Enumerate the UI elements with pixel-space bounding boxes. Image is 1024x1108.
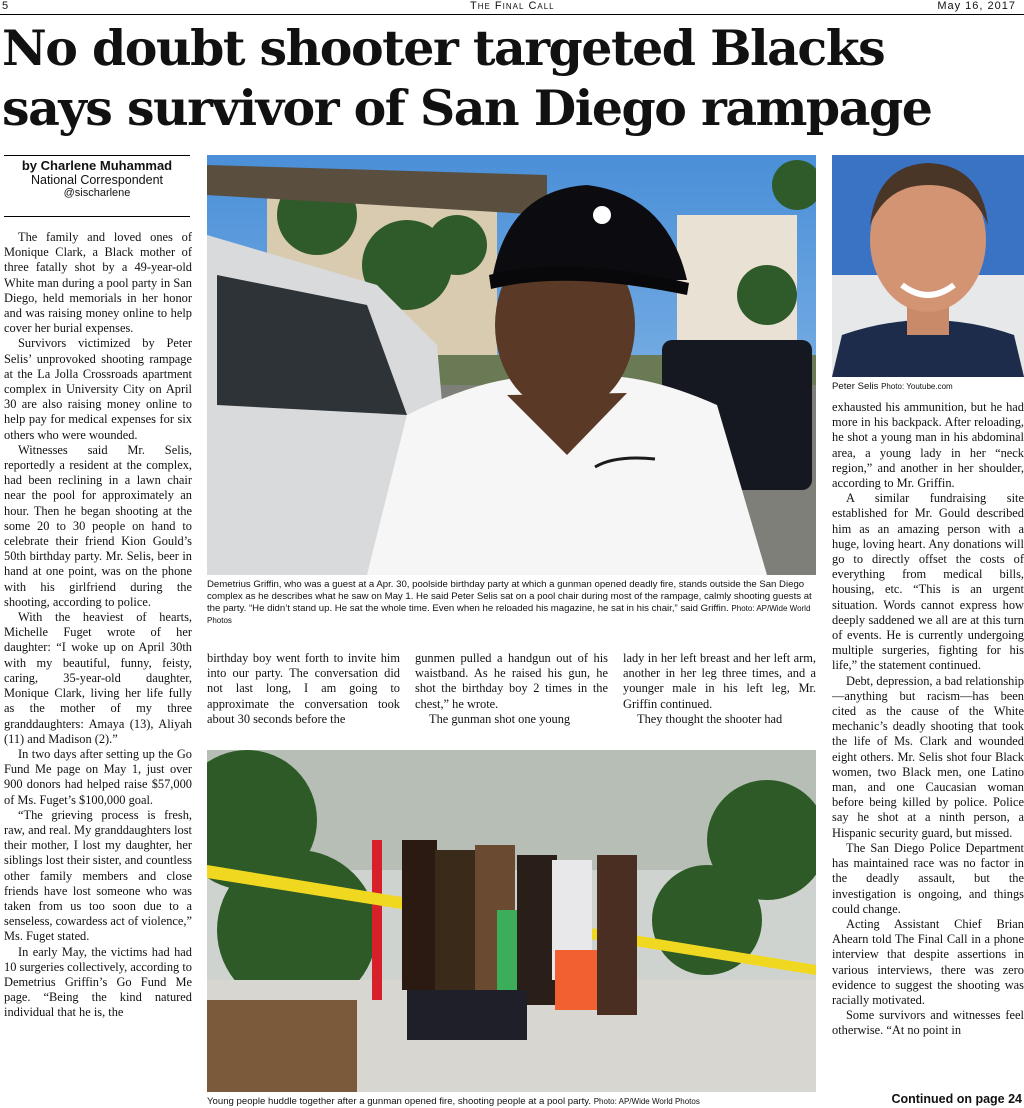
paragraph: exhausted his ammunition, but he had more in his backpack. After reloading, he shot a young man in his abdominal area, a young lady in her “neck region,” and another in her shoulder, according to Mr. Griffin. [832,400,1024,491]
paragraph: Witnesses said Mr. Selis, reportedly a resident at the complex, had been reclining in a lawn chair near the pool for approximately an hour. Then he began shooting at the some 20 to 30 people on hand to celebrate their friend Kion Gould’s 50th birthday party. Mr. Selis, beer in hand at one point, was on the phone with his girlfriend during the shooting, according to police. [4,442,192,609]
paragraph: birthday boy went forth to invite him into our party. The conversation did not last long, I am going to approximate the conversation took about 30 seconds before the [207,651,400,726]
publication-name: The Final Call [470,0,555,12]
caption-text: Young people huddle together after a gunman opened fire, shooting people at a pool party. [207,1096,592,1107]
byline-bottom-rule [4,216,190,217]
paragraph: Debt, depression, a bad relationship—anything but racism—has been cited as the cause of the White mechanic’s deadly shooting that took the life of Ms. Clark and wounded eight others. Mr. Selis shot four Black women, two Black men, one Latino man, and one Caucasian woman before being killed by police. Police say he shot at a ninth person, a Hispanic security guard, but missed. [832,673,1024,840]
photo-peter-selis [832,155,1024,377]
paragraph: The San Diego Police Department has maintained race was no factor in the deadly assault, but the investigation is ongoing, and things could change. [832,840,1024,916]
caption-name: Peter Selis [832,381,879,392]
author-handle: @sischarlene [63,187,131,199]
page-number: 5 [2,0,10,12]
paragraph: With the heaviest of hearts, Michelle Fuget wrote of her daughter: “I woke up on April 30th with my beautiful, funny, feisty, caring, 35-year-old daughter, Monique Clark, living her life fully as the mother of my three granddaughters: Amaya (13), Aliyah (11) and Madison (2).” [4,610,192,746]
paragraph: A similar fundraising site established for Mr. Gould described him as an amazing person with a huge, loving heart. Any donations will go to directly offset the costs of everything from medical bills, housing, etc. “This is an urgent situation. Words cannot express how deeply saddened we all are at this turn of events. He is currently undergoing multiple surgeries, fighting for his life,” the statement continued. [832,491,1024,673]
headline [2,18,1022,138]
photo-credit: Photo: AP/Wide World Photos [207,604,811,625]
paragraph: Survivors victimized by Peter Selis’ unprovoked shooting rampage at the La Jolla Crossroads apartment complex in University City on April 30 are also raising money online to help pay for medical expenses for six others who were wounded. [4,336,192,442]
continued-on-page[interactable]: Continued on page 24 [891,1092,1022,1106]
paragraph: They thought the shooter had [637,711,783,726]
author-title: National Correspondent [30,173,164,187]
paragraph: lady in her left breast and her left arm, another in her leg three times, and a younger male in his left leg, Mr. Griffin continued. [623,651,816,711]
paragraph: Some survivors and witnesses feel otherwise. “At no point in [832,1008,1024,1038]
photo-group-huddle [207,750,816,1092]
paragraph: Acting Assistant Chief Brian Ahearn told The Final Call in a phone interview that despite assertions in various interviews, there was zero evidence to suggest the shooting was racially motivated. [832,916,1024,1007]
article-column-4 [623,651,816,727]
headline-line-2: says survivor of San Diego rampage [2,79,932,137]
article-column-5 [832,400,1024,1092]
issue-date: May 16, 2017 [937,0,1016,12]
photo-credit: Photo: AP/Wide World Photos [593,1097,700,1106]
caption-text: Demetrius Griffin, who was a guest at a Apr. 30, poolside birthday party at which a gunman opened deadly fire, stands outside the San Diego complex as he describes what he saw on May 1. He said Peter Selis sat on a pool chair during most of the rampage, calmly shooting guests at the party. “He didn’t stand up. He sat the whole time. Even when he reloaded his magazine, he sat in his chair,” said Griffin. [207,579,812,614]
portrait-caption [832,381,1024,393]
paragraph: The gunman shot one young [429,711,571,726]
paragraph: “The grieving process is fresh, raw, and real. My granddaughters lost their mother, I lost my daughter, her siblings lost their sister, and countless other family members and close friends have lost someone who was taken from us too soon due to a senseless, cowardess act of violence,” Ms. Fuget stated. [4,807,192,944]
main-photo-caption [207,579,816,627]
article-column-2 [207,651,400,727]
photo-demetrius-griffin [207,155,816,575]
author-name: by Charlene Muhammad [21,158,173,173]
article-column-1 [4,230,192,1108]
paragraph: In two days after setting up the Go Fund Me page on May 1, just over 900 donors had helped raise $57,000 of Ms. Fuget’s $100,000 goal. [4,746,192,807]
paragraph: In early May, the victims had had 10 surgeries collectively, according to Demetrius Griffin’s Go Fund Me page. “Being the kind natured individual that he is, the [4,944,192,1020]
byline [4,158,190,199]
group-photo-caption [207,1096,816,1108]
paragraph: The family and loved ones of Monique Clark, a Black mother of three fatally shot by a 49-year-old White man during a pool party in San Diego, held memorials in her honor and was raising money online to help cover her burial expenses. [4,230,192,336]
photo-credit: Photo: Youtube.com [881,382,953,391]
page-header [0,0,1024,15]
headline-line-1: No doubt shooter targeted Blacks [2,19,885,77]
paragraph: gunmen pulled a handgun out of his waistband. As he raised his gun, he shot the birthday boy 2 times in the chest,” he wrote. [415,651,608,711]
article-column-3 [415,651,608,727]
byline-top-rule [4,155,190,156]
